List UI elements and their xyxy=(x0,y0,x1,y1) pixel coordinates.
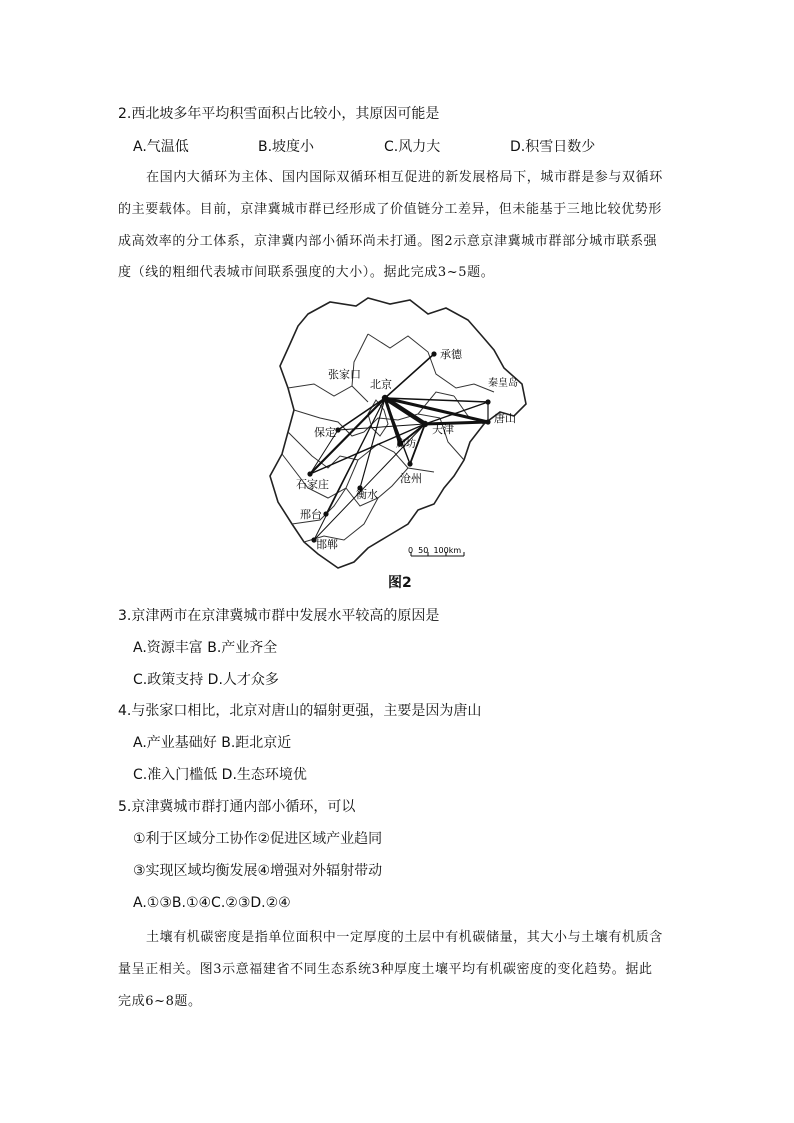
q5-stem: 5.京津冀城市群打通内部小循环，可以 xyxy=(118,799,356,815)
city-label-tangshan: 唐山 xyxy=(494,412,516,425)
passage1-line: 的主要载体。目前，京津冀城市群已经形成了价值链分工差异，但未能基于三地比较优势形 xyxy=(118,202,663,217)
passage1-line: 度（线的粗细代表城市间联系强度的大小）。据此完成3~5题。 xyxy=(118,265,495,280)
city-label-xingtai: 邢台 xyxy=(300,508,322,521)
city-dot-ts xyxy=(485,419,490,424)
city-label-handan: 邯郸 xyxy=(316,538,338,551)
city-label-chengde: 承德 xyxy=(440,348,462,361)
city-label-tianjin: 天津 xyxy=(432,423,454,436)
figure-caption: 图2 xyxy=(388,575,412,591)
q2-option-b: B.坡度小 xyxy=(258,139,315,155)
q2-option-c: C.风力大 xyxy=(384,139,441,155)
q5-statements-3-4: ③实现区域均衡发展④增强对外辐射带动 xyxy=(133,863,383,879)
passage1-line: 成高效率的分工体系，京津冀内部小循环尚未打通。图2示意京津冀城市群部分城市联系强 xyxy=(118,234,658,249)
q4-options-ab: A.产业基础好 B.距北京近 xyxy=(133,735,292,751)
city-dot-bj xyxy=(382,395,388,401)
q2-option-a: A.气温低 xyxy=(133,139,189,155)
city-label-cangzhou: 沧州 xyxy=(400,472,422,485)
jingjinji-city-link-map xyxy=(268,292,530,582)
q3-options-ab: A.资源丰富 B.产业齐全 xyxy=(133,640,278,656)
q5-statements-1-2: ①利于区域分工协作②促进区域产业趋同 xyxy=(133,831,383,847)
city-label-qinhuangdao: 秦皇岛 xyxy=(488,378,518,389)
city-dot-xt xyxy=(323,511,328,516)
passage1-line: 在国内大循环为主体、国内国际双循环相互促进的新发展格局下，城市群是参与双循环 xyxy=(146,170,663,185)
q2-option-d: D.积雪日数少 xyxy=(510,139,596,155)
city-dot-cd xyxy=(431,351,436,356)
city-label-langfang: 廊坊 xyxy=(396,439,416,450)
passage2-line: 完成6~8题。 xyxy=(118,994,202,1009)
city-label-hengshui: 衡水 xyxy=(356,488,378,501)
q3-stem: 3.京津两市在京津冀城市群中发展水平较高的原因是 xyxy=(118,608,440,624)
city-label-shijiazhuang: 石家庄 xyxy=(296,478,329,491)
city-link-bj-cd xyxy=(385,354,434,398)
city-dot-sjz xyxy=(307,471,312,476)
city-dot-tj xyxy=(422,421,428,427)
city-label-baoding: 保定 xyxy=(314,426,336,439)
q4-stem: 4.与张家口相比，北京对唐山的辐射更强，主要是因为唐山 xyxy=(118,703,482,719)
city-dot-bd xyxy=(335,427,340,432)
q5-options: A.①③B.①④C.②③D.②④ xyxy=(133,895,291,911)
q4-options-cd: C.准入门槛低 D.生态环境优 xyxy=(133,767,307,783)
city-dot-qhd xyxy=(485,399,490,404)
q3-options-cd: C.政策支持 D.人才众多 xyxy=(133,672,279,688)
scale-label: 0 50 100km xyxy=(408,546,462,555)
city-label-zhangjiakou: 张家口 xyxy=(328,368,361,381)
city-label-beijing: 北京 xyxy=(370,378,392,391)
city-dot-cz xyxy=(407,461,412,466)
passage2-line: 土壤有机碳密度是指单位面积中一定厚度的土层中有机碳储量，其大小与土壤有机质含 xyxy=(146,930,663,945)
passage2-line: 量呈正相关。图3示意福建省不同生态系统3种厚度土壤平均有机碳密度的变化趋势。据此 xyxy=(118,962,653,977)
q2-stem: 2.西北坡多年平均积雪面积占比较小，其原因可能是 xyxy=(118,106,440,122)
